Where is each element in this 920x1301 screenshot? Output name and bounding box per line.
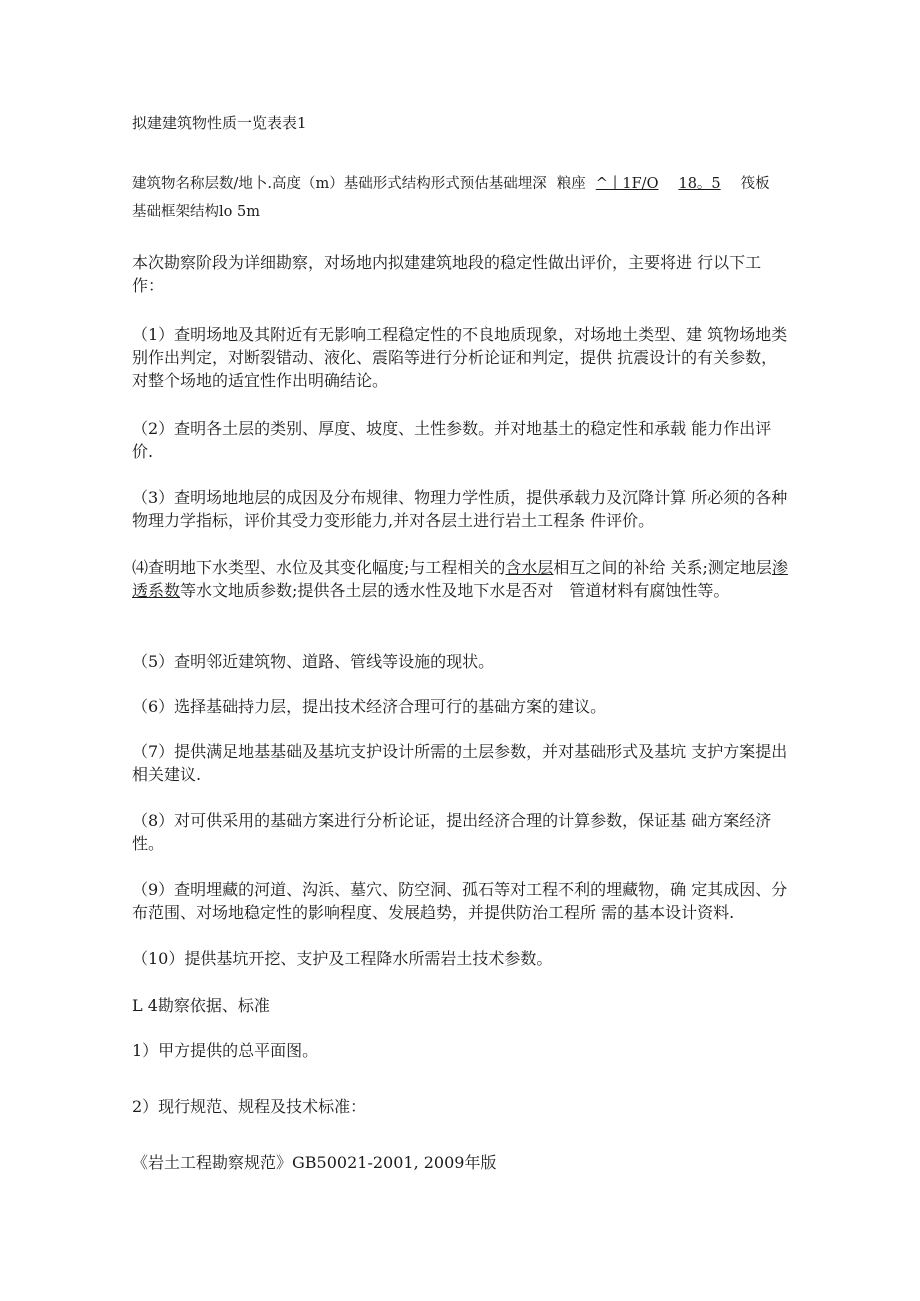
intro-paragraph: 本次勘察阶段为详细勘察，对场地内拟建建筑地段的稳定性做出评价，主要将进 行以下工作： — [132, 253, 762, 295]
table-header-text: 建筑物名称层数/地卜.高度（m）基础形式结构形式预估基础埋深 — [132, 176, 547, 192]
work-item-3: （3）查明场地地层的成因及分布规律、物理力学性质，提供承载力及沉降计算 所必须的各种物理力学指标，评价其受力变形能力,并对各层土进行岩土工程条 件评价。 — [132, 488, 788, 530]
work-item-4 — [132, 556, 792, 602]
work-item-7: （7）提供满足地基基础及基坑支护设计所需的土层参数，并对基础形式及基坑 支护方案提出相关建议. — [132, 742, 788, 784]
table-cell-floors: ^丨1F/O — [595, 176, 659, 192]
work-item-6: （6）选择基础持力层，提出技术经济合理可行的基础方案的建议。 — [132, 697, 607, 716]
table-row-2: 基础框架结构lo 5m — [132, 204, 260, 220]
section-heading: L 4勘察依据、标准 — [132, 996, 270, 1015]
aquifer-link: 含水层 — [505, 558, 554, 577]
work-item-4-text-c: 等水文地质参数;提供各土层的透水性及地下水是否对 管道材料有腐蚀性等。 — [180, 581, 730, 600]
basis-item-1: 1）甲方提供的总平面图。 — [132, 1041, 319, 1060]
work-item-4-text-a: ⑷查明地下水类型、水位及其变化幅度;与工程相关的 — [132, 558, 506, 577]
work-item-10: （10）提供基坑开挖、支护及工程降水所需岩土技术参数。 — [132, 949, 553, 968]
work-item-2: （2）查明各土层的类别、厚度、坡度、土性参数。并对地基土的稳定性和承载 能力作出评价. — [132, 419, 772, 461]
basis-item-2: 2）现行规范、规程及技术标准： — [132, 1097, 367, 1116]
work-item-1: （1）查明场地及其附近有无影响工程稳定性的不良地质现象，对场地土类型、建 筑物场地类别作出判定，对断裂错动、液化、震陷等进行分析论证和判定，提供 抗震设计的有关参数，对整个场地的适宜性作出明确结论。 — [132, 325, 788, 390]
table-row-1 — [132, 170, 812, 198]
table-summary — [132, 170, 812, 226]
work-item-4-text-b: 相互之间的补给 关系;测定地层 — [553, 558, 772, 577]
work-item-8: （8）对可供采用的基础方案进行分析论证，提出经济合理的计算参数，保证基 础方案经济性。 — [132, 811, 772, 853]
table-cell-name: 粮座 — [556, 176, 586, 192]
basis-item-3: 《岩土工程勘察规范》GB50021-2001, 2009年版 — [132, 1153, 497, 1172]
table-cell-height: 18。5 — [678, 176, 721, 192]
work-item-9: （9）查明埋藏的河道、沟浜、墓穴、防空洞、孤石等对工程不利的埋藏物，确 定其成因、分布范围、对场地稳定性的影响程度、发展趋势，并提供防治工程所 需的基本设计资料. — [132, 880, 788, 922]
table-title: 拟建建筑物性质一览表表1 — [132, 114, 307, 132]
work-item-5: （5）查明邻近建筑物、道路、管线等设施的现状。 — [132, 652, 495, 671]
permeability-link: 渗透系数 — [132, 558, 788, 600]
table-cell-foundation: 筏板 — [740, 176, 770, 192]
